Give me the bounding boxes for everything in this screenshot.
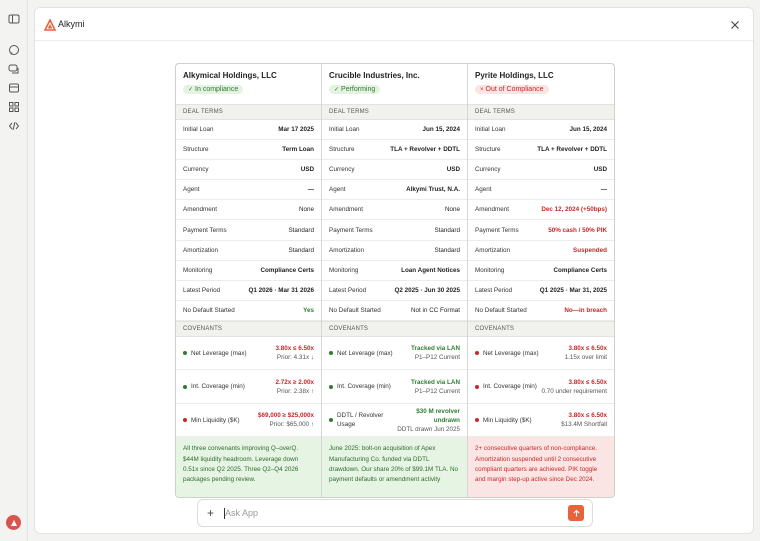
status-text: In compliance: [195, 86, 239, 93]
status-mark-icon: ✓: [334, 87, 340, 93]
alkymi-logo-icon: [44, 18, 56, 30]
company-header: [322, 64, 467, 104]
term-label: Initial Loan: [329, 126, 360, 134]
covenant-label: Int. Coverage (min): [191, 383, 245, 391]
term-label: No Default Started: [183, 306, 235, 314]
term-row: [176, 160, 321, 180]
term-label: Latest Period: [329, 286, 367, 294]
term-label: Amendment: [475, 206, 509, 214]
status-mark-icon: ✓: [188, 87, 194, 93]
company-column: [322, 64, 468, 497]
covenant-row: [468, 404, 614, 438]
term-row: [322, 160, 467, 180]
status-dot-icon: [329, 351, 333, 355]
term-label: Payment Terms: [183, 226, 227, 234]
term-label: Amortization: [475, 246, 510, 254]
term-value: Not in CC Format: [411, 306, 460, 314]
chat-icon[interactable]: [8, 44, 20, 56]
status-dot-icon: [329, 418, 333, 422]
deal-terms-heading: DEAL TERMS: [322, 104, 467, 120]
term-row: [176, 241, 321, 261]
summary-note: All three convenants improving Q–overQ. $44M liquidity headroom. Leverage down 0.51x since Q2 2025. Three Q2–Q4 2026 packages pending review.: [176, 437, 321, 497]
term-label: Structure: [329, 146, 355, 154]
term-row: [468, 160, 614, 180]
term-label: No Default Started: [475, 306, 527, 314]
code-icon[interactable]: [8, 120, 20, 132]
status-text: Performing: [341, 86, 376, 93]
term-row: [468, 200, 614, 220]
term-value: None: [444, 206, 460, 214]
term-row: [468, 301, 614, 321]
term-label: Amendment: [329, 206, 363, 214]
term-row: [322, 241, 467, 261]
covenant-value: Tracked via LAN: [411, 345, 460, 353]
term-row: [468, 281, 614, 301]
covenant-value: $69,000 ≥ $25,000x: [258, 412, 314, 420]
term-label: Currency: [183, 166, 209, 174]
term-value: Standard: [288, 246, 314, 254]
covenant-value: 3.80x ≤ 6.50x: [568, 345, 607, 353]
term-value: Jun 15, 2024: [569, 126, 607, 134]
term-value: None: [298, 206, 314, 214]
term-row: [176, 281, 321, 301]
company-header: [468, 64, 614, 104]
covenant-label: Int. Coverage (min): [483, 383, 537, 391]
covenant-detail: 0.70 under requirement: [541, 387, 607, 395]
term-value: Standard: [434, 226, 460, 234]
term-label: Amortization: [183, 246, 218, 254]
term-value: —: [600, 186, 607, 194]
term-label: Latest Period: [183, 286, 221, 294]
app-window: [34, 7, 754, 534]
term-value: Suspended: [573, 246, 607, 254]
status-badge: [475, 85, 549, 94]
covenants-heading: COVENANTS: [322, 321, 467, 337]
ask-input[interactable]: Ask App: [225, 508, 259, 518]
status-badge: [329, 85, 380, 94]
covenant-detail: P1–P12 Current: [414, 354, 460, 362]
status-mark-icon: ×: [480, 86, 484, 93]
covenants-heading: COVENANTS: [176, 321, 321, 337]
covenants-heading: COVENANTS: [468, 321, 614, 337]
term-value: Q2 2025 · Jun 30 2025: [394, 286, 460, 294]
term-row: [176, 120, 321, 140]
covenant-detail: $13.4M Shortfall: [561, 421, 607, 429]
term-row: [322, 261, 467, 281]
term-label: Amendment: [183, 206, 217, 214]
covenant-row: [468, 337, 614, 371]
covenant-row: [176, 337, 321, 371]
term-row: [176, 301, 321, 321]
term-value: USD: [446, 166, 460, 174]
term-row: [322, 180, 467, 200]
term-row: [322, 200, 467, 220]
term-value: Compliance Certs: [260, 266, 314, 274]
term-value: 50% cash / 50% PIK: [548, 226, 607, 234]
covenant-detail: Prior: 2.38x ↑: [276, 387, 314, 395]
term-label: Latest Period: [475, 286, 513, 294]
term-row: [176, 200, 321, 220]
left-rail: [0, 0, 28, 541]
term-row: [176, 261, 321, 281]
term-label: No Default Started: [329, 306, 381, 314]
term-row: [468, 140, 614, 160]
term-value: Mar 17 2025: [278, 126, 314, 134]
term-label: Initial Loan: [475, 126, 506, 134]
close-icon[interactable]: [729, 18, 741, 30]
term-value: Compliance Certs: [553, 266, 607, 274]
status-dot-icon: [183, 385, 187, 389]
company-name: Pyrite Holdings, LLC: [475, 71, 554, 80]
user-avatar[interactable]: [6, 515, 21, 530]
summary-note: June 2025: bolt-on acquisition of Apex Manufacturing Co. funded via DDTL drawdown. Our share 20% of $99.1M TLA. No payment defaults or amendment activity: [322, 437, 467, 497]
app-title: Alkymi: [58, 19, 85, 29]
covenant-detail: Prior: 4.31x ↓: [276, 354, 314, 362]
term-value: Term Loan: [282, 146, 314, 154]
covenant-value: Tracked via LAN: [411, 378, 460, 386]
covenant-value: 3.80x ≤ 6.50x: [275, 345, 314, 353]
term-value: Q1 2026 · Mar 31 2026: [248, 286, 314, 294]
status-dot-icon: [183, 351, 187, 355]
summary-note: 2+ consecutive quarters of non-compliance. Amortization suspended until 2 consecutive compliant quarters are achieved. PIK toggle and margin step-up active since Dec 2024.: [468, 437, 614, 497]
covenant-row: [322, 337, 467, 371]
term-row: [468, 120, 614, 140]
term-label: Monitoring: [475, 266, 505, 274]
term-row: [322, 281, 467, 301]
term-label: Structure: [475, 146, 501, 154]
term-row: [176, 140, 321, 160]
deal-terms-heading: DEAL TERMS: [468, 104, 614, 120]
covenant-label: Min Liquidity ($K): [483, 416, 532, 424]
term-value: Yes: [303, 306, 314, 314]
term-label: Currency: [329, 166, 355, 174]
status-dot-icon: [475, 418, 479, 422]
term-value: Alkymi Trust, N.A.: [406, 186, 460, 194]
covenant-row: [322, 404, 467, 438]
ask-composer: [197, 499, 593, 527]
term-label: Structure: [183, 146, 209, 154]
term-label: Payment Terms: [475, 226, 519, 234]
term-row: [176, 220, 321, 240]
apps-icon[interactable]: [8, 101, 20, 113]
term-value: Loan Agent Notices: [401, 266, 460, 274]
status-text: Out of Compliance: [485, 86, 544, 93]
add-attachment-icon[interactable]: +: [207, 506, 215, 520]
term-row: [322, 301, 467, 321]
term-value: TLA + Revolver + DDTL: [390, 146, 460, 154]
term-label: Agent: [329, 186, 346, 194]
term-value: Standard: [288, 226, 314, 234]
covenant-value: $30 M revolver undrawn: [416, 407, 460, 424]
covenant-row: [176, 370, 321, 404]
sidebar-toggle-icon[interactable]: [8, 13, 20, 25]
term-row: [322, 220, 467, 240]
term-value: Dec 12, 2024 (+50bps): [541, 206, 607, 214]
covenant-label: Net Leverage (max): [483, 349, 539, 357]
term-label: Monitoring: [183, 266, 213, 274]
covenant-row: [176, 404, 321, 438]
term-value: USD: [593, 166, 607, 174]
term-value: USD: [300, 166, 314, 174]
status-badge: [183, 85, 243, 94]
term-value: Q1 2025 · Mar 31, 2025: [539, 286, 607, 294]
covenant-label: Min Liquidity ($K): [191, 416, 240, 424]
company-header: [176, 64, 321, 104]
company-column: [468, 64, 614, 497]
covenant-detail: P1–P12 Current: [414, 387, 460, 395]
send-button[interactable]: [568, 505, 584, 521]
term-row: [468, 180, 614, 200]
covenant-row: [322, 370, 467, 404]
term-label: Currency: [475, 166, 501, 174]
covenant-label: Net Leverage (max): [191, 349, 247, 357]
term-label: Payment Terms: [329, 226, 373, 234]
covenant-detail: 1.15x over limit: [564, 354, 607, 362]
covenant-value: 2.72x ≥ 2.00x: [275, 378, 314, 386]
deal-terms-heading: DEAL TERMS: [176, 104, 321, 120]
term-value: —: [307, 186, 314, 194]
term-value: TLA + Revolver + DDTL: [537, 146, 607, 154]
covenant-value: 3.80x ≤ 6.50x: [568, 412, 607, 420]
covenant-value: 3.80x ≤ 6.50x: [568, 378, 607, 386]
status-dot-icon: [183, 418, 187, 422]
covenant-label: DDTL / Revolver Usage: [337, 412, 384, 429]
covenant-row: [468, 370, 614, 404]
term-label: Agent: [475, 186, 492, 194]
company-name: Alkymical Holdings, LLC: [183, 71, 277, 80]
company-name: Crucible Industries, Inc.: [329, 71, 420, 80]
term-row: [322, 120, 467, 140]
term-row: [468, 241, 614, 261]
term-row: [468, 261, 614, 281]
status-dot-icon: [475, 351, 479, 355]
term-label: Agent: [183, 186, 200, 194]
term-row: [176, 180, 321, 200]
term-row: [322, 140, 467, 160]
messages-icon[interactable]: [8, 63, 20, 75]
covenant-detail: Prior: $65,000 ↑: [269, 421, 314, 429]
comparison-table: [175, 63, 615, 498]
term-value: Standard: [434, 246, 460, 254]
company-column: [176, 64, 322, 497]
covenant-label: Net Leverage (max): [337, 349, 393, 357]
term-value: Jun 15, 2024: [422, 126, 460, 134]
status-dot-icon: [329, 385, 333, 389]
term-label: Amortization: [329, 246, 364, 254]
term-label: Monitoring: [329, 266, 359, 274]
covenant-label: Int. Coverage (min): [337, 383, 391, 391]
term-row: [468, 220, 614, 240]
term-label: Initial Loan: [183, 126, 214, 134]
window-header: [35, 8, 753, 41]
inbox-icon[interactable]: [8, 82, 20, 94]
term-value: No—in breach: [564, 306, 607, 314]
status-dot-icon: [475, 385, 479, 389]
covenant-detail: DDTL drawn Jun 2025: [397, 425, 460, 433]
